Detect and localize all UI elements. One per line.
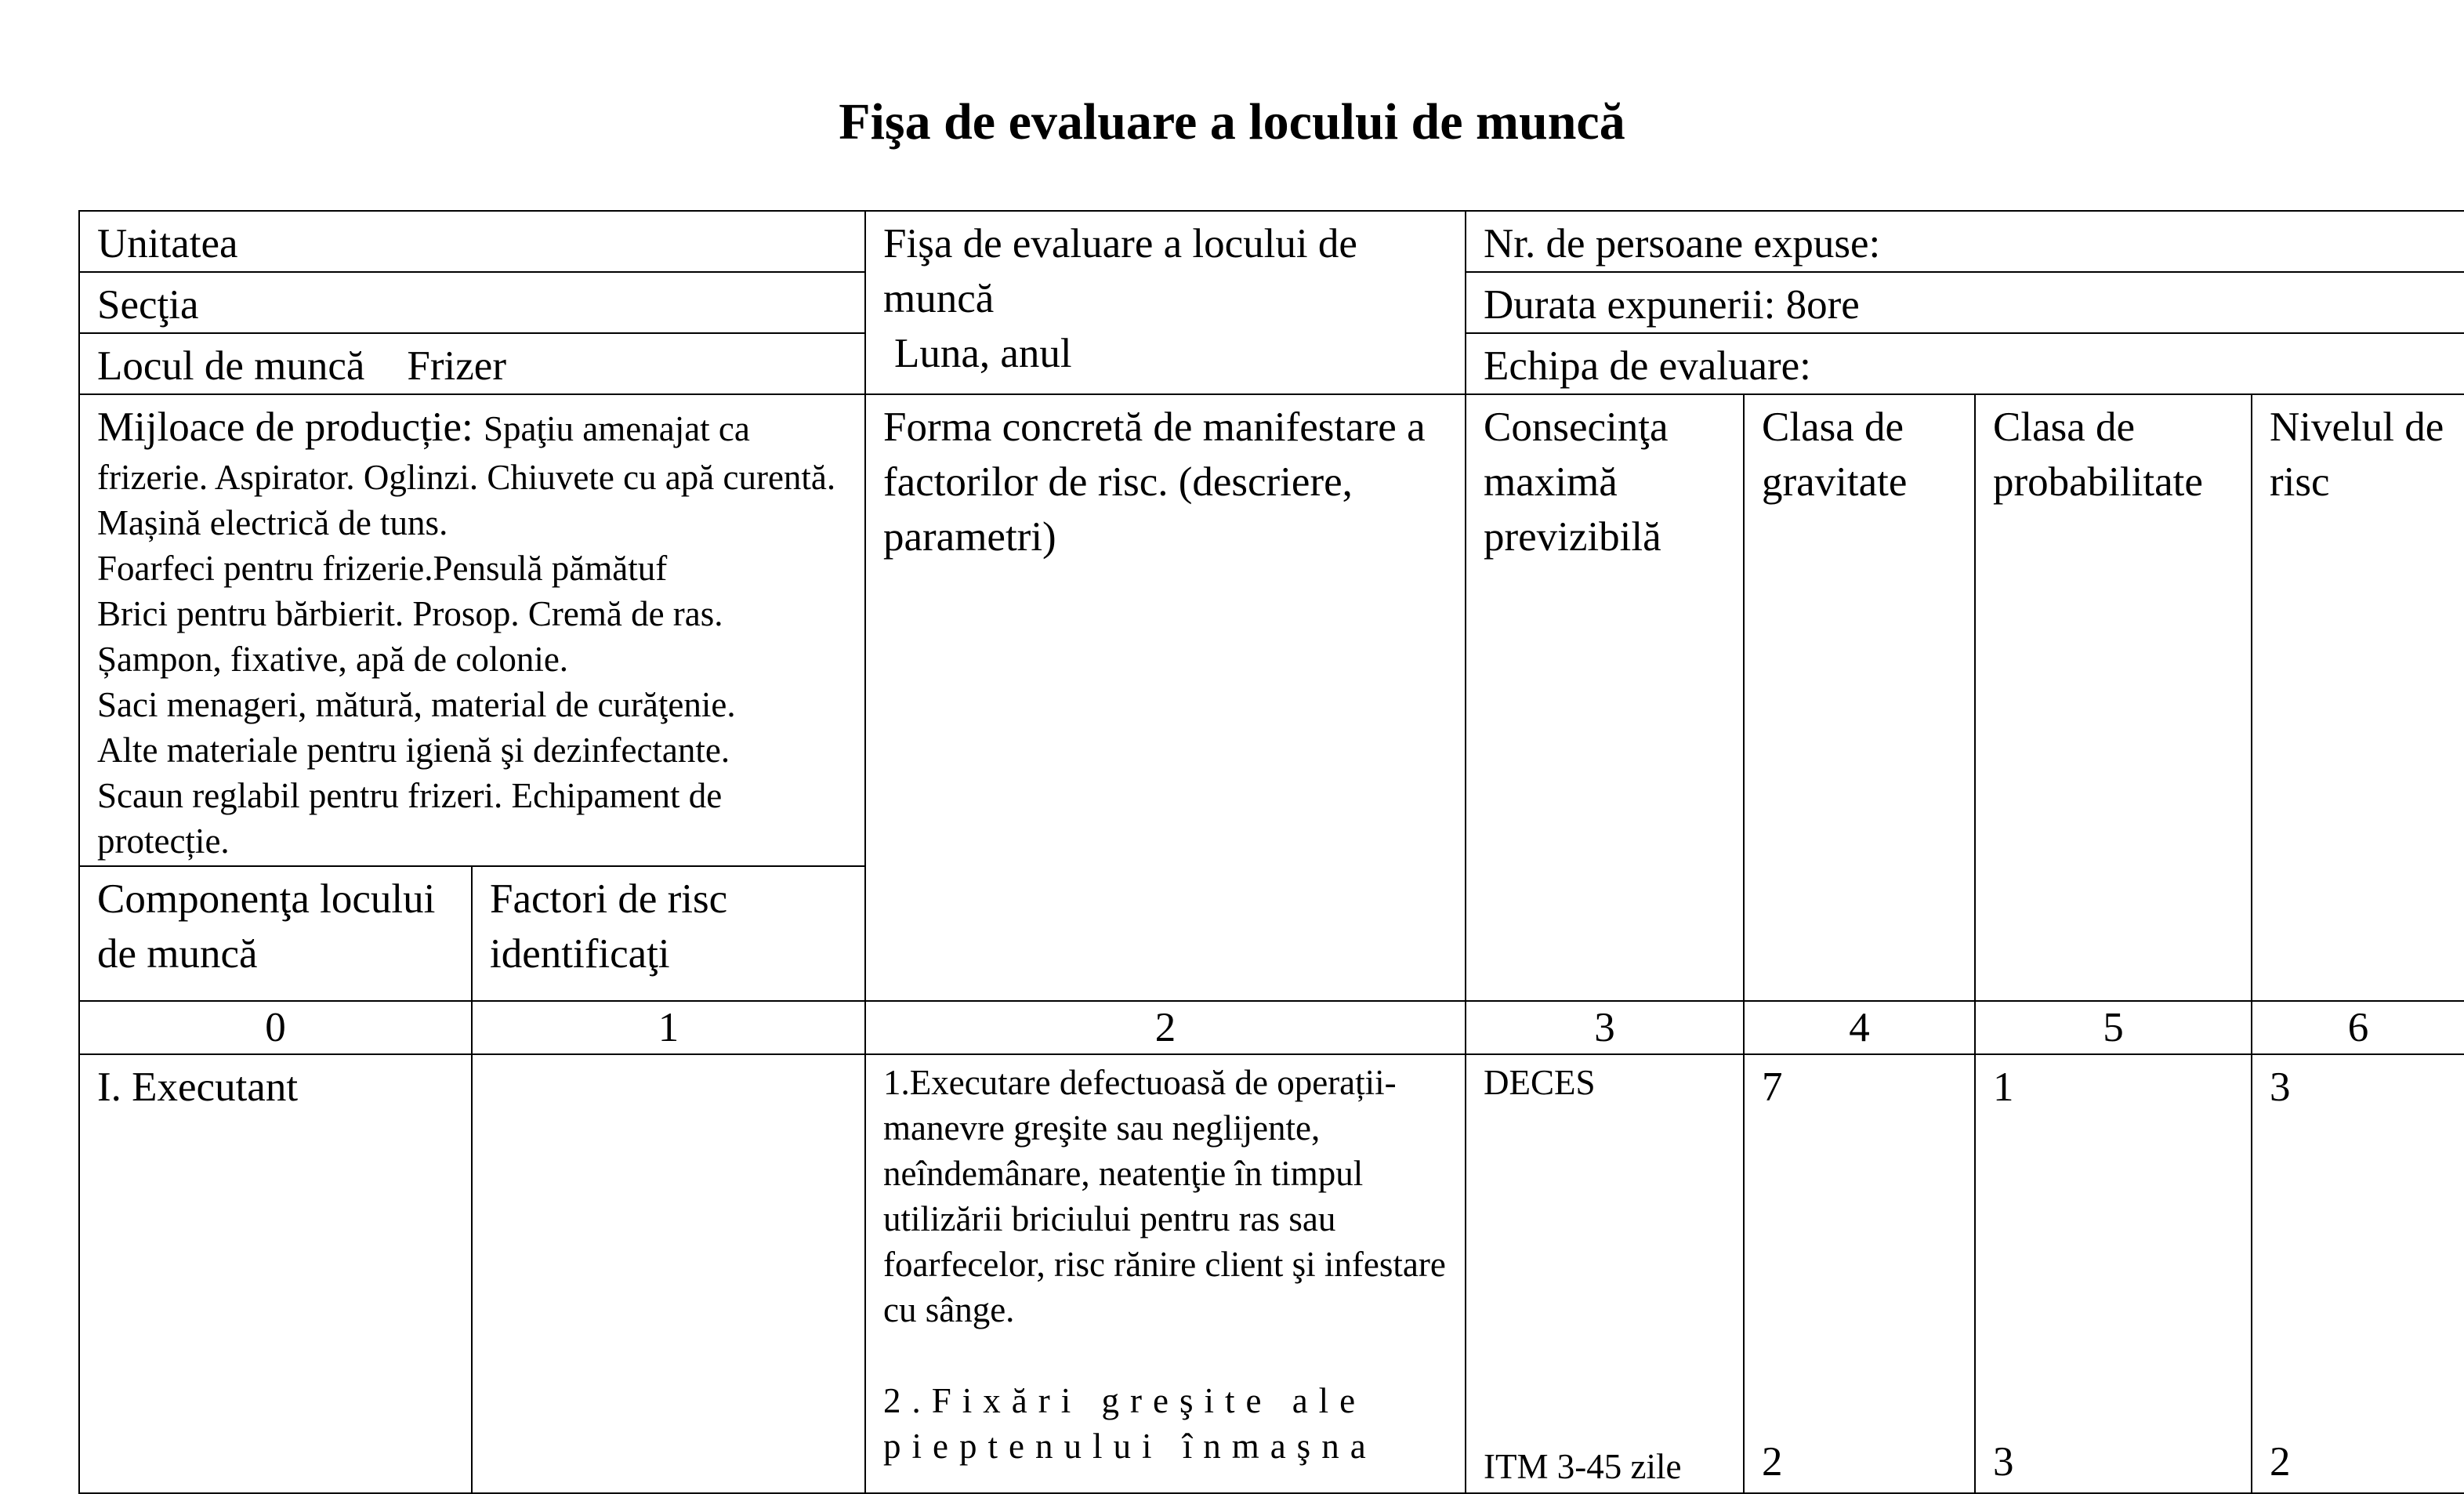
nr-persoane-label: Nr. de persoane expuse:	[1484, 221, 1881, 267]
probabilitate-value-1: 1	[1993, 1064, 2014, 1110]
unitatea-label: Unitatea	[97, 221, 238, 267]
probabilitate-cell	[1975, 1054, 2252, 1493]
echipa-label: Echipa de evaluare:	[1484, 343, 1811, 389]
factor-cell	[472, 1054, 865, 1493]
fisa-cell	[865, 211, 1466, 394]
sectia-cell	[79, 272, 865, 333]
page-title: Fişa de evaluare a locului de muncă	[839, 93, 1625, 150]
table-row	[79, 1054, 2464, 1493]
gravitate-label: Clasa de gravitate	[1762, 404, 1908, 505]
component-label: I. Executant	[97, 1064, 299, 1110]
gravitate-header	[1744, 394, 1975, 1001]
consecinta-label: Consecinţa maximă previzibilă	[1484, 404, 1669, 560]
unitatea-cell	[79, 211, 865, 272]
column-number: 3	[1466, 1001, 1744, 1054]
nivel-cell	[2252, 1054, 2464, 1493]
factori-header	[472, 866, 865, 1001]
column-number: 2	[865, 1001, 1466, 1054]
componenta-header	[79, 866, 472, 1001]
locul-cell	[79, 333, 865, 394]
nivel-value-1: 3	[2270, 1064, 2291, 1110]
consecinta-cell	[1466, 1054, 1744, 1493]
column-number: 1	[472, 1001, 865, 1054]
column-number: 0	[79, 1001, 472, 1054]
consecinta-value-2: ITM 3-45 zile	[1484, 1447, 1682, 1486]
locul-label: Locul de muncă	[97, 343, 365, 389]
gravitate-value-2: 2	[1762, 1439, 1783, 1485]
forma-header	[865, 394, 1466, 1001]
nivel-value-2: 2	[2270, 1439, 2291, 1485]
risk-description-2: 2.Fixări greşite ale pieptenului înmaşna	[883, 1381, 1377, 1466]
column-number: 6	[2252, 1001, 2464, 1054]
risk-description-1: 1.Executare defectuoasă de operații-manevre greşite sau neglijente, neîndemânare, neatenţie în timpul utilizării briciului pentru ras sau foarfecelor, risc rănire client şi infestare cu sânge.	[883, 1063, 1446, 1329]
nr-persoane-cell	[1466, 211, 2464, 272]
locul-value: Frizer	[407, 343, 506, 389]
probabilitate-header	[1975, 394, 2252, 1001]
probabilitate-value-2: 3	[1993, 1439, 2014, 1485]
componenta-label: Componenţa locului de muncă	[97, 876, 436, 977]
evaluation-table	[78, 210, 2464, 1494]
mijloace-first-line: Spaţiu amenajat ca	[484, 409, 750, 448]
component-cell	[79, 1054, 472, 1493]
luna-anul-label: Luna, anul	[894, 331, 1072, 376]
durata-cell	[1466, 272, 2464, 333]
consecinta-value-1: DECES	[1484, 1063, 1596, 1102]
mijloace-cell	[79, 394, 865, 866]
echipa-cell	[1466, 333, 2464, 394]
fisa-label: Fişa de evaluare a locului de muncă	[883, 221, 1357, 321]
description-cell	[865, 1054, 1466, 1493]
forma-label: Forma concretă de manifestare a factorilor de risc. (descriere, parametri)	[883, 404, 1426, 560]
factori-label: Factori de risc identificaţi	[490, 876, 728, 977]
durata-label: Durata expunerii: 8ore	[1484, 282, 1860, 328]
probabilitate-label: Clasa de probabilitate	[1993, 404, 2203, 505]
sectia-label: Secţia	[97, 282, 199, 328]
column-number: 5	[1975, 1001, 2252, 1054]
mijloace-label: Mijloace de producție:	[97, 404, 473, 450]
gravitate-value-1: 7	[1762, 1064, 1783, 1110]
nivel-header	[2252, 394, 2464, 1001]
nivel-label: Nivelul de risc	[2270, 404, 2444, 505]
gravitate-cell	[1744, 1054, 1975, 1493]
consecinta-header	[1466, 394, 1744, 1001]
mijloace-list: frizerie. Aspirator. Oglinzi. Chiuvete cu apă curentă. Mașină electrică de tuns. Foarfeci pentru frizerie.Pensulă pămătuf Brici pentru bărbierit. Prosop. Cremă de ras. Șampon, fixative, apă de colonie. Saci menageri, mătură, material de curăţenie. Alte materiale pentru igienă şi dezinfectante. Scaun reglabil pentru frizeri. Echipament de protecție.	[97, 458, 836, 861]
column-number: 4	[1744, 1001, 1975, 1054]
column-number-row	[79, 1001, 2464, 1054]
